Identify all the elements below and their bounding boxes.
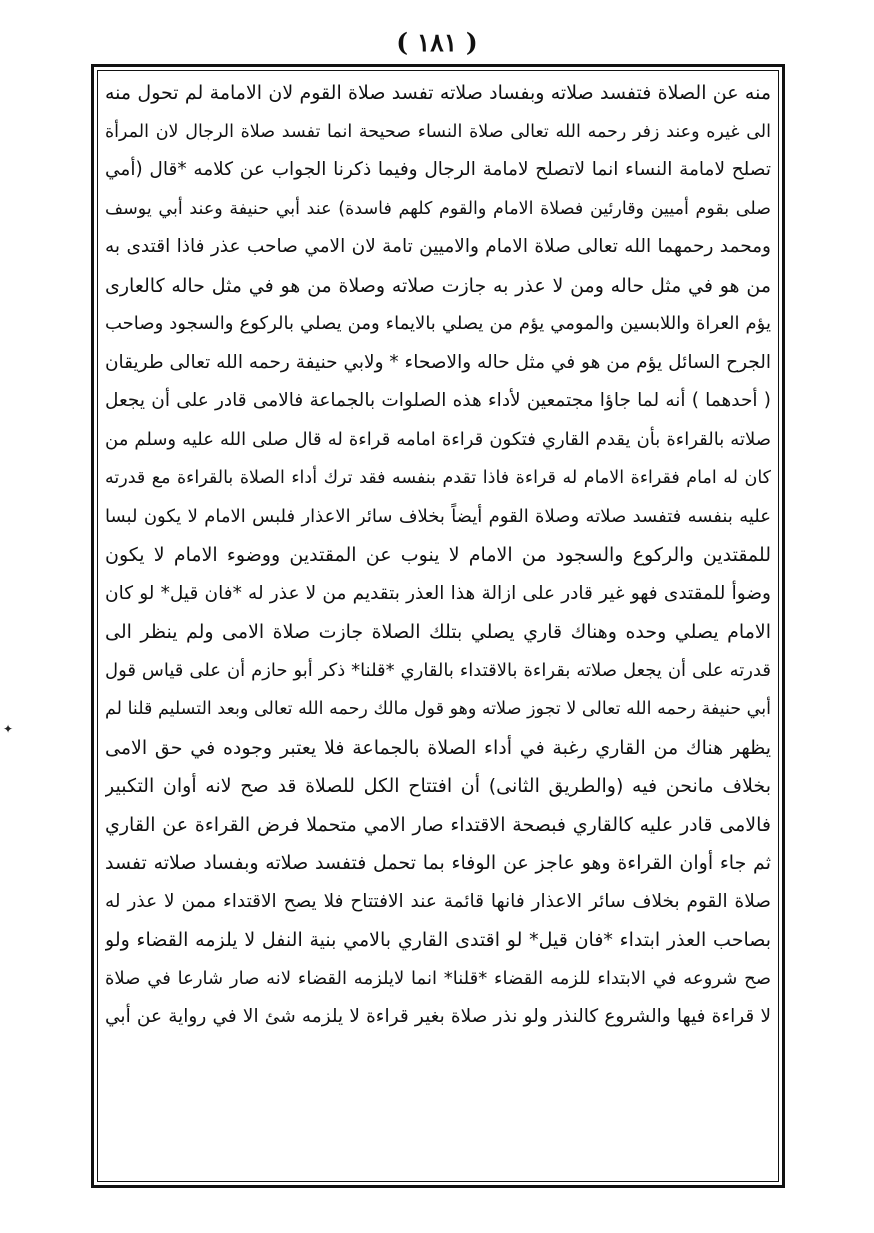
text-line: صلاته بالقراءة بأن يقدم القاري فتكون قراءة امامه قراءة له قال صلى الله عليه وسلم من — [105, 428, 771, 450]
text-line: فالامى قادر عليه كالقاري فبصحة الاقتداء صار الامي متحملا فرض القراءة عن القاري — [105, 813, 771, 836]
text-line: بصاحب العذر ابتداء *فان قيل* لو اقتدى القاري بالامي بنية النفل لا يلزمه القضاء ولو — [105, 929, 771, 951]
text-line: للمقتدين والركوع والسجود من الامام لا ينوب عن المقتدين ووضوء الامام لا يكون — [105, 544, 771, 566]
text-line: ( أحدهما ) أنه لما جاؤا مجتمعين لأداء هذه الصلوات بالجماعة فالامى قادر على أن يجعل — [105, 390, 771, 411]
text-line: صلى بقوم أميين وقارئين فصلاة الامام والقوم كلهم فاسدة) عند أبي حنيفة وعند أبي يوسف — [105, 198, 771, 219]
text-line: كان له امام فقراءة الامام له قراءة فاذا تقدم بنفسه فقد ترك أداء الصلاة بالقراءة مع قدرته — [105, 468, 771, 488]
text-line: ومحمد رحمهما الله تعالى صلاة الامام والاميين تامة لان الامي صاحب عذر فاذا اقتدى به — [105, 236, 771, 257]
text-line: منه عن الصلاة فتفسد صلاته وبفساد صلاته تفسد صلاة القوم لان الامامة لم تحول منه — [105, 82, 771, 104]
text-line: عليه بنفسه فتفسد صلاته وصلاة القوم أيضاً بخلاف سائر الاعذار فلبس الامام لا يكون لبسا — [105, 505, 771, 527]
margin-mark: ✦ — [3, 722, 14, 736]
text-line: الامام يصلي وحده وهناك قاري يصلي بتلك الصلاة جازت صلاة الامى ولم ينظر الى — [105, 621, 771, 643]
text-line: بخلاف مانحن فيه (والطريق الثانى) أن افتتاح الكل للصلاة قد صح لانه أوان التكبير — [105, 775, 771, 797]
text-body — [105, 74, 771, 1174]
text-line: صلاة القوم بخلاف سائر الاعذار فانها قائمة عند الافتتاح فلا يصح الاقتداء ممن لا عذر له — [105, 890, 771, 912]
text-line: تصلح لامامة النساء انما لاتصلح لامامة الرجال وفيما ذكرنا الجواب عن كلامه *قال (أمي — [105, 159, 771, 180]
text-line: يظهر هناك من القاري رغبة في أداء الصلاة بالجماعة فلا يعتبر وجوده في حق الامى — [105, 736, 771, 759]
page-number: ( ١٨١ ) — [396, 28, 478, 57]
text-line: الى غيره وعند زفر رحمه الله تعالى صلاة النساء صحيحة انما تفسد صلاة الرجال لان المرأة — [105, 121, 771, 142]
text-line: لا قراءة فيها والشروع كالنذر ولو نذر صلاة بغير قراءة لا يلزمه شئ الا في رواية عن أبي — [105, 1006, 771, 1027]
text-line: صح شروعه في الابتداء للزمه القضاء *قلنا* انما لايلزمه القضاء لانه صار شارعا في صلاة — [105, 967, 771, 989]
text-line: من هو في مثل حاله ومن لا عذر به جازت صلاته وصلاة من هو في مثل حاله كالعارى — [105, 274, 771, 297]
text-line: يؤم العراة واللابسين والمومي يؤم من يصلي بالايماء ومن يصلي بالركوع والسجود وصاحب — [105, 313, 771, 334]
text-line: الجرح السائل يؤم من هو في مثل حاله والاصحاء * ولابي حنيفة رحمه الله تعالى طريقان — [105, 351, 771, 373]
text-line: وضوأ للمقتدى فهو غير قادر على ازالة هذا العذر بتقديم من لا عذر له *فان قيل* لو كان — [105, 582, 771, 604]
text-line: ثم جاء أوان القراءة وهو عاجز عن الوفاء بما تحمل فتفسد صلاته وبفساد صلاته تفسد — [105, 852, 771, 874]
text-line: قدرته على أن يجعل صلاته بقراءة بالاقتداء بالقاري *قلنا* ذكر أبو حازم أن على قياس قول — [105, 659, 771, 681]
text-line: أبي حنيفة رحمه الله تعالى لا تجوز صلاته وهو قول مالك رحمه الله تعالى وبعد التسليم قلنا لم — [105, 699, 771, 719]
